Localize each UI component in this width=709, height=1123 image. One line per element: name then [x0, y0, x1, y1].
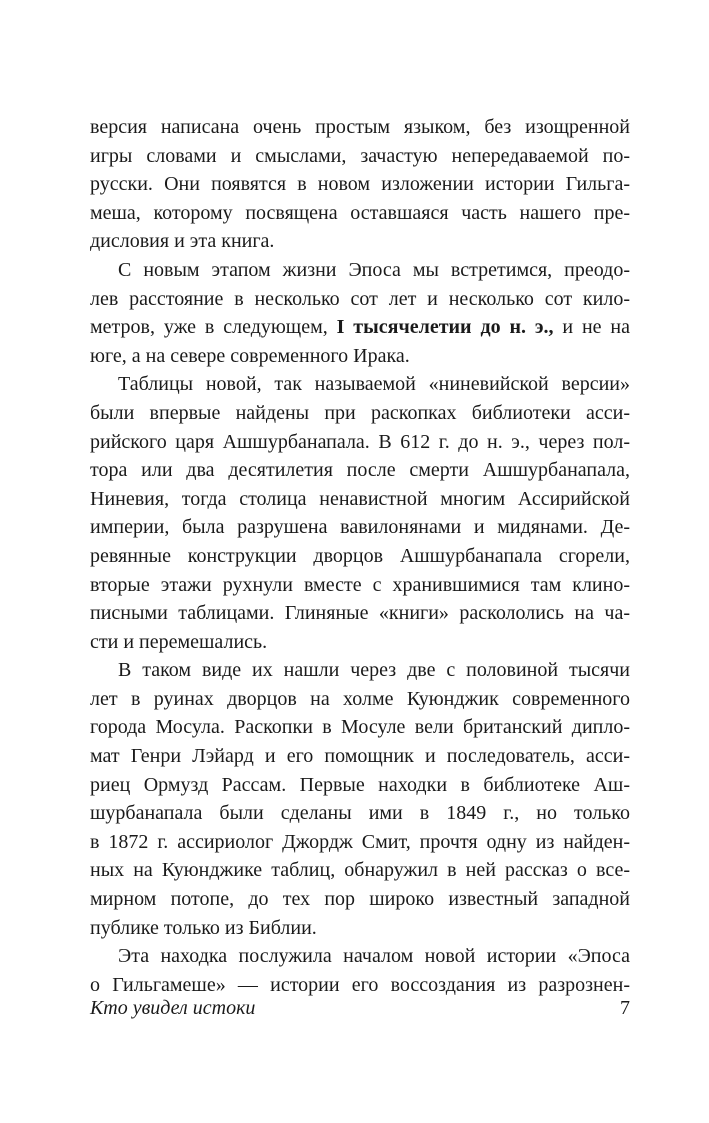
text-line: тора или два десятилетия после смерти Ашшурбанапала, — [90, 459, 630, 482]
page-footer — [90, 994, 630, 1022]
text-line: ных на Куюнджике таблиц, обнаружил в ней рассказ о все- — [90, 859, 630, 882]
text-line: русски. Они появятся в новом изложении истории Гильга- — [90, 173, 630, 196]
text-line: В таком виде их нашли через две с половиной тысячи — [118, 659, 630, 682]
text-line: в 1872 г. ассириолог Джордж Смит, прочтя одну из найден- — [90, 830, 630, 853]
text-line: меша, которому посвящена оставшаяся часть нашего пре- — [90, 201, 630, 224]
text-line: версия написана очень простым языком, без изощренной — [90, 116, 630, 138]
text-line: города Мосула. Раскопки в Мосуле вели британский дипло- — [90, 716, 630, 739]
page-body — [90, 113, 630, 999]
text-line: мат Генри Лэйард и его помощник и последователь, асси- — [90, 745, 630, 768]
text-line: Эта находка послужила началом новой истории «Эпоса — [118, 945, 630, 968]
running-footer-title: Кто увидел истоки — [90, 997, 256, 1019]
text-line-with-bold — [90, 313, 630, 342]
text-line: были впервые найдены при раскопках библиотеки асси- — [90, 401, 630, 424]
text-line: игры словами и смыслами, зачастую непередаваемой по- — [90, 144, 630, 167]
text-line: рийского царя Ашшурбанапала. В 612 г. до н. э., через пол- — [90, 430, 630, 453]
text-line: лет в руинах дворцов на холме Куюнджик современного — [90, 687, 630, 710]
text-line: вторые этажи рухнули вместе с хранившимися там клино- — [90, 573, 630, 596]
text-line: лев расстояние в несколько сот лет и несколько сот кило- — [90, 287, 630, 310]
paragraph-5 — [90, 942, 630, 999]
page-number: 7 — [620, 997, 630, 1019]
text-segment: и не на — [553, 316, 631, 339]
text-line: Ниневия, тогда столица ненавистной многим Ассирийской — [90, 487, 630, 510]
text-line: мирном потопе, до тех пор широко известный западной — [90, 888, 630, 911]
text-line: риец Ормузд Рассам. Первые находки в библиотеке Аш- — [90, 773, 630, 796]
paragraph-2 — [90, 256, 630, 370]
text-line: о Гильгамеше» — истории его воссоздания из разрознен- — [90, 973, 630, 996]
text-line: С новым этапом жизни Эпоса мы встретимся, преодо- — [118, 258, 630, 281]
text-line: ревянные конструкции дворцов Ашшурбанапала сгорели, — [90, 544, 630, 567]
paragraph-4 — [90, 656, 630, 942]
text-line: Таблицы новой, так называемой «ниневийской версии» — [118, 373, 630, 396]
text-segment: метров, уже в следующем, — [90, 316, 328, 339]
text-line: юге, а на севере современного Ирака. — [90, 344, 410, 367]
text-line: публике только из Библии. — [90, 916, 317, 939]
text-line: сти и перемешались. — [90, 630, 268, 653]
bold-date-phrase: I тысячелетии до н. э., — [336, 316, 554, 339]
text-line: империи, была разрушена вавилонянами и мидянами. Де- — [90, 516, 630, 539]
text-line: дисловия и эта книга. — [90, 230, 275, 253]
text-line: шурбанапала были сделаны ими в 1849 г., но только — [90, 802, 630, 825]
text-line: писными таблицами. Глиняные «книги» раскололись на ча- — [90, 602, 630, 625]
paragraph-3 — [90, 370, 630, 656]
paragraph-1 — [90, 113, 630, 256]
